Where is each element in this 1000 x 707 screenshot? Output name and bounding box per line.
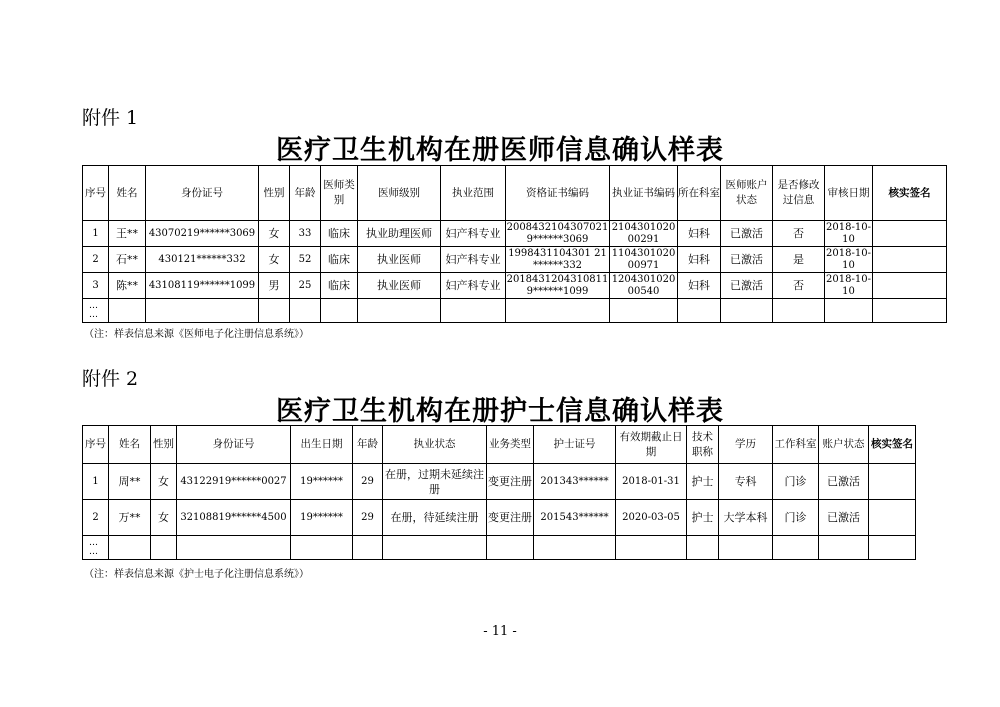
table-cell [616,536,687,560]
table-cell: 妇科 [678,221,721,247]
table-cell: 护士 [687,464,719,500]
table-cell: 已激活 [721,247,773,273]
table-cell: … … [83,536,109,560]
t1-header-cell: 是否修改过信息 [773,166,825,221]
t1-header-cell: 核实签名 [873,166,947,221]
t2-header-cell: 核实签名 [869,426,916,464]
table-cell: 女 [151,500,177,536]
table-cell: 在册，过期未延续注册 [383,464,487,500]
table-cell [487,536,534,560]
table-cell: 男 [259,273,290,299]
table-cell: 周** [109,464,151,500]
table-cell: 门诊 [773,500,819,536]
table-cell: 201343****** [534,464,616,500]
t1-header-cell: 性别 [259,166,290,221]
table-cell [869,500,916,536]
t2-header-cell: 工作科室 [773,426,819,464]
table-cell: 29 [353,500,383,536]
table-cell: 妇产科专业 [441,221,506,247]
table-row [83,500,916,536]
nurse-table-note: （注：样表信息来源《护士电子化注册信息系统》） [84,569,309,580]
table-cell [869,464,916,500]
table-cell: 210430102000291 [610,221,678,247]
table-cell: 女 [259,221,290,247]
t2-header-cell: 护士证号 [534,426,616,464]
table-cell: 已激活 [721,221,773,247]
table-cell [353,536,383,560]
table-cell: 执业医师 [358,247,441,273]
table-cell [259,299,290,323]
table-cell: 妇产科专业 [441,247,506,273]
table-cell: 执业助理医师 [358,221,441,247]
table-cell [873,299,947,323]
table-cell [687,536,719,560]
table-cell: 妇科 [678,247,721,273]
table-cell: 2018-10-10 [826,221,871,245]
table-row [83,464,916,500]
table-cell: 1 [83,464,109,500]
table-cell: 已激活 [819,500,869,536]
table-cell: 变更注册 [487,500,534,536]
table-cell: 临床 [321,247,358,273]
table-cell: 已激活 [819,464,869,500]
table-cell [825,299,873,323]
table-cell: 变更注册 [487,464,534,500]
table-cell [773,536,819,560]
t2-header-cell: 学历 [719,426,773,464]
table-cell [873,221,947,247]
t2-header-cell: 技术职称 [687,426,719,464]
table-cell: 2018-10-10 [826,273,871,297]
t1-header-cell: 执业范围 [441,166,506,221]
table-cell: 1 [83,221,109,247]
table-cell: 43070219******3069 [146,221,259,247]
t1-header-cell: 医师类别 [321,166,358,221]
table-cell: 否 [773,273,825,299]
annex-1-label: 附件 1 [82,107,139,129]
t1-header-cell: 审核日期 [825,166,873,221]
table-cell: 19****** [291,464,353,500]
table-cell [383,536,487,560]
nurse-info-table [82,425,916,560]
table-cell: 52 [290,247,321,273]
table-cell: 32108819******4500 [177,500,291,536]
t2-header-cell: 有效期截止日期 [616,426,687,464]
table-cell: 3 [83,273,109,299]
t1-header-cell: 所在科室 [678,166,721,221]
table-cell: 2020-03-05 [616,500,687,536]
table-cell: 19****** [291,500,353,536]
nurse-table-title: 医疗卫生机构在册护士信息确认样表 [276,396,724,427]
t2-header-cell: 执业状态 [383,426,487,464]
table-cell [773,299,825,323]
table-cell: 石** [109,247,146,273]
table-cell [109,536,151,560]
t1-header-cell: 资格证书编码 [506,166,610,221]
table-cell [321,299,358,323]
table-cell: 110430102000971 [610,247,678,273]
table-cell: 120430102000540 [610,273,678,299]
doctor-info-table [82,165,947,323]
nurse-table-ellipsis-row [83,536,916,560]
table-cell: 陈** [109,273,146,299]
page-number: - 11 - [483,624,517,639]
table-cell [290,299,321,323]
table-cell [177,536,291,560]
table-row [83,273,947,299]
table-cell [534,536,616,560]
t2-header-cell: 年龄 [353,426,383,464]
t1-header-cell: 医师级别 [358,166,441,221]
table-cell [721,299,773,323]
table-cell: 妇产科专业 [441,273,506,299]
t2-header-cell: 序号 [83,426,109,464]
table-row [83,221,947,247]
table-cell [819,536,869,560]
t1-header-cell: 执业证书编码 [610,166,678,221]
table-cell [869,536,916,560]
table-cell: 否 [773,221,825,247]
table-cell: 201543****** [534,500,616,536]
table-cell: 1998431104301 21******332 [506,247,610,273]
annex-2-label: 附件 2 [82,368,139,390]
table-cell [109,299,146,323]
table-cell: 2 [83,500,109,536]
t1-header-cell: 身份证号 [146,166,259,221]
table-cell: 33 [290,221,321,247]
table-cell: 临床 [321,221,358,247]
table-cell: … … [83,299,109,323]
table-cell: 万** [109,500,151,536]
table-row [83,247,947,273]
table-cell: 女 [259,247,290,273]
table-cell [291,536,353,560]
table-cell: 43122919******0027 [177,464,291,500]
doctor-table-note: （注：样表信息来源《医师电子化注册信息系统》） [84,329,309,340]
table-cell: 2018-01-31 [616,464,687,500]
table-cell: 是 [773,247,825,273]
table-cell: 王** [109,221,146,247]
table-cell: 20184312043108119******1099 [506,273,609,297]
table-cell: 执业医师 [358,273,441,299]
table-cell: 门诊 [773,464,819,500]
t2-header-cell: 性别 [151,426,177,464]
t2-header-cell: 身份证号 [177,426,291,464]
table-cell [719,536,773,560]
table-cell [151,536,177,560]
t1-header-cell: 姓名 [109,166,146,221]
doctor-table-ellipsis-row [83,299,947,323]
table-cell: 20084321043070219******3069 [506,221,609,245]
t2-header-cell: 姓名 [109,426,151,464]
table-cell: 女 [151,464,177,500]
nurse-table-header-row [83,426,916,464]
table-cell: 妇科 [678,273,721,299]
t1-header-cell: 年龄 [290,166,321,221]
doctor-table-header-row [83,166,947,221]
t2-header-cell: 账户状态 [819,426,869,464]
table-cell: 25 [290,273,321,299]
t1-header-cell: 医师账户状态 [721,166,773,221]
t1-header-cell: 序号 [83,166,109,221]
table-cell [873,273,947,299]
table-cell: 430121******332 [146,247,259,273]
table-cell: 临床 [321,273,358,299]
doctor-table-title: 医疗卫生机构在册医师信息确认样表 [276,135,724,166]
table-cell: 专科 [719,464,773,500]
table-cell: 已激活 [721,273,773,299]
table-cell: 43108119******1099 [146,273,259,299]
table-cell: 2 [83,247,109,273]
table-cell: 在册，待延续注册 [383,500,487,536]
table-cell [873,247,947,273]
table-cell: 2018-10-10 [826,247,871,271]
t2-header-cell: 出生日期 [291,426,353,464]
table-cell: 大学本科 [719,500,773,536]
t2-header-cell: 业务类型 [487,426,534,464]
table-cell [678,299,721,323]
table-cell: 29 [353,464,383,500]
table-cell [506,299,610,323]
table-cell [146,299,259,323]
table-cell [610,299,678,323]
table-cell: 护士 [687,500,719,536]
table-cell [358,299,441,323]
table-cell [441,299,506,323]
